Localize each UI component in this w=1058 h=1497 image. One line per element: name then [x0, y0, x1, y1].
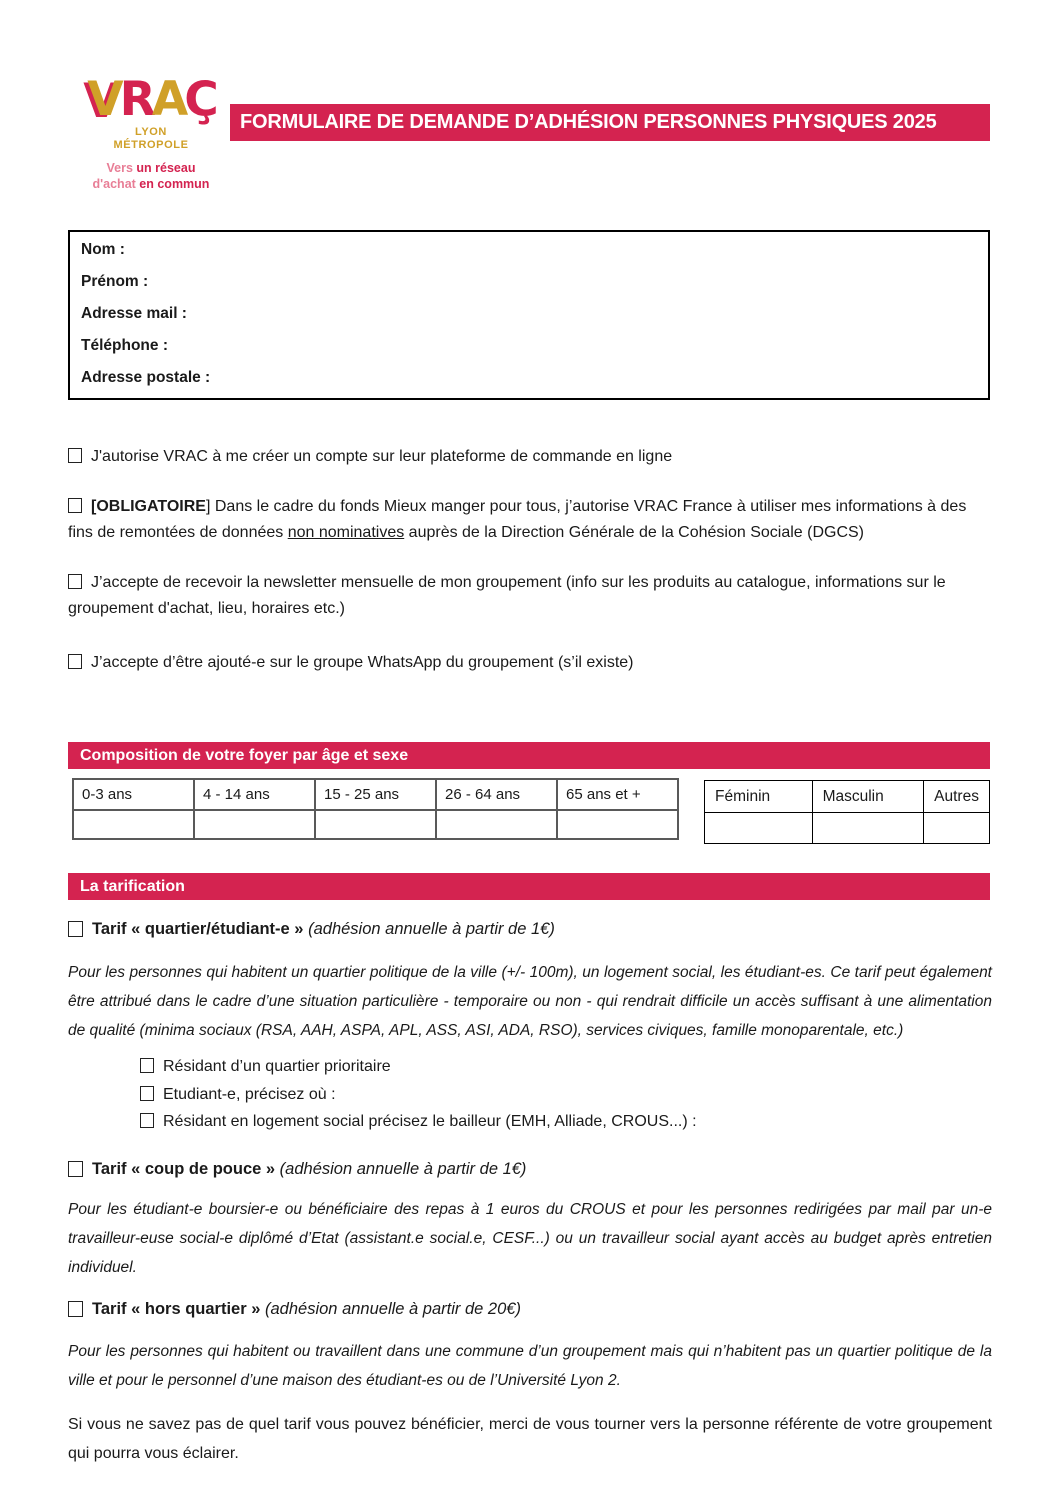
field-prenom-label: Prénom : [81, 273, 149, 290]
field-adresse-mail-label: Adresse mail : [81, 305, 187, 322]
tarif-coup-de-pouce [68, 1157, 992, 1181]
logo-letter-r: R [119, 72, 152, 127]
vrac-logo [86, 72, 216, 192]
logo-tagline [86, 161, 216, 192]
tarif-hors-quartier-description: Pour les personnes qui habitent ou travaillent dans une commune d’un groupement mais qui n’habitent pas un quartier politique de la ville et pour le personnel d’une maison des étudiant-es ou de l’Université Lyon 2. [68, 1342, 992, 1389]
tarif-quartier-etudiant [68, 917, 992, 941]
field-adresse-mail[interactable] [70, 305, 988, 323]
tarif-coup-de-pouce-description: Pour les étudiant-e boursier-e ou bénéficiaire des repas à 1 euros du CROUS et pour les personnes redirigées par mail par un-e travailleur-euse social-e diplômé d’Etat (assistant.e social.e, CESF...) ou un travailleur social ayant accès au budget après entretien individuel. [68, 1200, 992, 1276]
consent-platform [68, 444, 993, 471]
age-table-value-row [73, 810, 678, 839]
tarif-quartier-description: Pour les personnes qui habitent un quartier politique de la ville (+/- 100m), un logement social, les étudiant-es. Ce tarif peut également être attribué dans le cadre d’une situation particulière - temporaire ou non - qui rendrait difficile un accès suffisant à une alimentation de qualité (minima sociaux (RSA, AAH, ASPA, APL, ASS, ASI, ADA, RSO), services civiques, famille monoparentale, etc.) [68, 964, 992, 1039]
option-quartier-prioritaire-checkbox[interactable] [140, 1058, 154, 1073]
logo-region-text [86, 126, 216, 152]
field-adresse-postale-label: Adresse postale : [81, 369, 211, 386]
tarif-hors-quartier-checkbox[interactable] [68, 1301, 83, 1317]
identity-box [68, 230, 990, 400]
tarif-quartier-note: (adhésion annuelle à partir de 1€) [308, 920, 555, 938]
consent-section [68, 444, 993, 676]
household-tables [68, 777, 990, 847]
option-quartier-prioritaire [140, 1053, 992, 1081]
age-col-26-64: 26 - 64 ans [436, 779, 557, 810]
sex-table-header-row [705, 781, 990, 813]
consent-obligatoire-mid: ] Dans le cadre du fonds Mieux manger pour tous, j’autorise VRAC France à utiliser mes informations à des fins de remontées de données [68, 497, 967, 541]
age-col-0-3: 0-3 ans [73, 779, 194, 810]
age-col-15-25: 15 - 25 ans [315, 779, 436, 810]
consent-obligatoire-end: auprès de la Direction Générale de la Cohésion Sociale (DGCS) [404, 524, 865, 541]
age-value-65plus[interactable] [557, 810, 678, 839]
vrac-logo-word [86, 72, 216, 127]
tarif-coup-de-pouce-note: (adhésion annuelle à partir de 1€) [279, 1159, 527, 1178]
option-etudiant-label: Etudiant-e, précisez où : [163, 1085, 336, 1103]
sex-col-autres: Autres [924, 781, 990, 813]
consent-whatsapp [68, 650, 993, 677]
sex-table [704, 780, 990, 844]
tarif-hors-quartier-label: Tarif « hors quartier » [92, 1299, 261, 1318]
consent-newsletter-label: J’accepte de recevoir la newsletter mensuelle de mon groupement (info sur les produits au catalogue, informations sur le groupement d'achat, lieu, horaires etc.) [68, 573, 946, 617]
option-etudiant-checkbox[interactable] [140, 1086, 154, 1101]
sex-value-feminin[interactable] [705, 813, 813, 844]
logo-letter-a: A [151, 72, 185, 127]
age-col-65plus: 65 ans et + [557, 779, 678, 810]
field-telephone[interactable] [70, 337, 988, 355]
tarification-section [68, 905, 992, 1484]
age-value-15-25[interactable] [315, 810, 436, 839]
tarif-quartier-options [140, 1053, 992, 1136]
logo-region-line1: LYON [135, 125, 167, 138]
tarif-quartier-label: Tarif « quartier/étudiant-e » [92, 920, 304, 938]
consent-whatsapp-checkbox[interactable] [68, 654, 82, 669]
tagline-word-bold-2: en commun [139, 176, 210, 191]
tarif-help-note: Si vous ne savez pas de quel tarif vous pouvez bénéficier, merci de vous tourner vers la personne référente de votre groupement qui pourra vous éclairer. [68, 1415, 992, 1462]
consent-platform-label: J'autorise VRAC à me créer un compte sur leur plateforme de commande en ligne [91, 448, 673, 465]
age-table-header-row [73, 779, 678, 810]
age-value-26-64[interactable] [436, 810, 557, 839]
field-adresse-postale[interactable] [70, 369, 988, 387]
option-logement-social [140, 1108, 992, 1136]
tarif-hors-quartier-note: (adhésion annuelle à partir de 20€) [265, 1299, 521, 1318]
option-quartier-prioritaire-label: Résidant d’un quartier prioritaire [163, 1058, 391, 1075]
logo-letter-c: Ç [184, 72, 215, 127]
consent-platform-checkbox[interactable] [68, 448, 82, 463]
form-title-banner: FORMULAIRE DE DEMANDE D’ADHÉSION PERSONNES PHYSIQUES 2025 [230, 104, 990, 141]
consent-obligatoire-bold: [OBLIGATOIRE [91, 497, 206, 515]
tarification-section-header: La tarification [68, 873, 990, 900]
age-table [72, 778, 679, 840]
option-etudiant [140, 1081, 992, 1109]
field-nom-label: Nom : [81, 241, 125, 258]
consent-newsletter [68, 570, 993, 623]
field-nom[interactable] [70, 241, 988, 259]
age-value-0-3[interactable] [73, 810, 194, 839]
tarif-coup-de-pouce-checkbox[interactable] [68, 1161, 83, 1177]
consent-newsletter-checkbox[interactable] [68, 574, 82, 589]
tagline-word-bold-1: un réseau [136, 161, 196, 176]
consent-whatsapp-label: J’accepte d’être ajouté-e sur le groupe WhatsApp du groupement (s’il existe) [91, 653, 634, 671]
consent-obligatoire-underline: non nominatives [287, 524, 405, 541]
sex-col-feminin: Féminin [705, 781, 813, 813]
tarif-hors-quartier [68, 1297, 992, 1321]
sex-table-value-row [705, 813, 990, 844]
sex-value-masculin[interactable] [812, 813, 924, 844]
logo-region-line2: MÉTROPOLE [113, 138, 189, 151]
sex-value-autres[interactable] [924, 813, 990, 844]
consent-obligatoire [68, 494, 993, 547]
option-logement-social-checkbox[interactable] [140, 1113, 154, 1128]
tarif-coup-de-pouce-label: Tarif « coup de pouce » [92, 1159, 276, 1178]
field-prenom[interactable] [70, 273, 988, 291]
tagline-word-light-2: d'achat [92, 176, 136, 191]
age-value-4-14[interactable] [194, 810, 315, 839]
option-logement-social-label: Résidant en logement social précisez le bailleur (EMH, Alliade, CROUS...) : [163, 1113, 697, 1130]
logo-letter-v: V [87, 72, 120, 127]
tarif-quartier-checkbox[interactable] [68, 921, 83, 937]
tagline-word-light-1: Vers [106, 161, 133, 176]
household-section-header: Composition de votre foyer par âge et sexe [68, 742, 990, 769]
consent-obligatoire-checkbox[interactable] [68, 498, 82, 513]
field-telephone-label: Téléphone : [81, 337, 168, 354]
age-col-4-14: 4 - 14 ans [194, 779, 315, 810]
sex-col-masculin: Masculin [812, 781, 924, 813]
